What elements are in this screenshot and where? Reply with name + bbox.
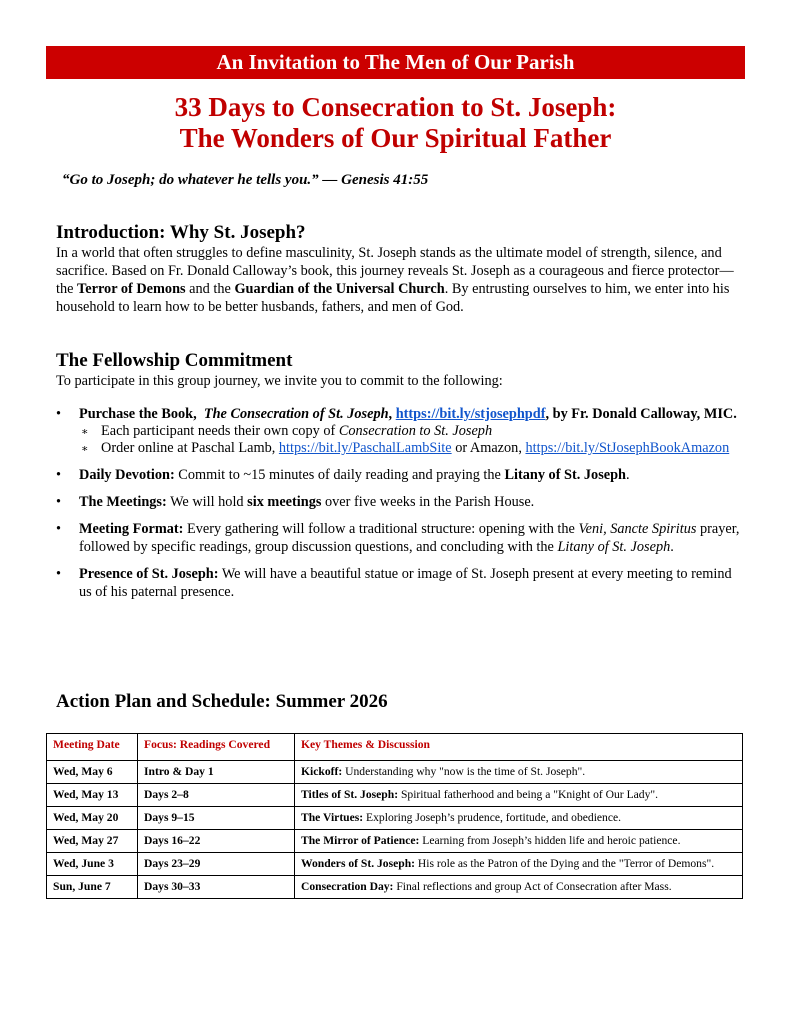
list-item-presence: • Presence of St. Joseph: We will have a beautiful statue or image of St. Joseph present at every meeting to remind us of his paternal presence. — [56, 566, 732, 600]
intro-paragraph: In a world that often struggles to define masculinity, St. Joseph stands as the ultimate model of strength, silence, and sacrifice. Based on Fr. Donald Calloway’s book, this journey reveals St. Joseph as a courageous and fierce protector—the Terror of Demons and the Guardian of the Universal Church. By entrusting ourselves to him, we enter into his household to learn how to be better husbands, fathers, and men of God. — [56, 245, 734, 315]
title-line-2: The Wonders of Our Spiritual Father — [179, 123, 612, 153]
bullet-icon: • — [56, 521, 62, 537]
table-row: Wed, May 13 Days 2–8 Titles of St. Joseph: Spiritual fatherhood and being a "Knight of Our Lady". — [47, 784, 743, 807]
list-item: ∗ Each participant needs their own copy of Consecration to St. Joseph — [81, 423, 493, 439]
list-item-meetings: • The Meetings: We will hold six meetings over five weeks in the Parish House. — [56, 494, 535, 510]
schedule-heading: Action Plan and Schedule: Summer 2026 — [56, 691, 388, 712]
table-row: Wed, May 6 Intro & Day 1 Kickoff: Understanding why "now is the time of St. Joseph". — [47, 761, 743, 784]
bullet-icon: • — [56, 406, 62, 422]
asterisk-icon: ∗ — [81, 426, 89, 438]
amazon-link[interactable]: https://bit.ly/StJosephBookAmazon — [525, 440, 730, 456]
table-row: Wed, May 20 Days 9–15 The Virtues: Exploring Joseph’s prudence, fortitude, and obedience. — [47, 807, 743, 830]
list-item: ∗ Order online at Paschal Lamb, https://bit.ly/PaschalLambSite or Amazon, https://bit.ly/StJosephBookAmazon — [81, 440, 730, 456]
list-item-format: • Meeting Format: Every gathering will follow a traditional structure: opening with the Veni, Sancte Spiritus prayer, followed by specific readings, group discussion questions, and concluding with the Litany of St. Joseph. — [56, 521, 740, 555]
fellowship-heading: The Fellowship Commitment — [56, 350, 293, 371]
book-pdf-link[interactable]: https://bit.ly/stjosephpdf — [395, 406, 546, 422]
scripture-quote: “Go to Joseph; do whatever he tells you.” — Genesis 41:55 — [62, 172, 429, 188]
paschal-lamb-link[interactable]: https://bit.ly/PaschalLambSite — [278, 440, 452, 456]
title-line-1: 33 Days to Consecration to St. Joseph: — [174, 92, 617, 122]
asterisk-icon: ∗ — [81, 443, 89, 455]
table-row: Sun, June 7 Days 30–33 Consecration Day: Final reflections and group Act of Consecration after Mass. — [47, 876, 743, 899]
intro-heading: Introduction: Why St. Joseph? — [56, 222, 306, 243]
fellowship-section — [56, 350, 736, 390]
bullet-icon: • — [56, 467, 62, 483]
book-sublist — [79, 423, 746, 457]
table-header-row — [47, 734, 743, 761]
bullet-icon: • — [56, 566, 62, 582]
fellowship-intro: To participate in this group journey, we invite you to commit to the following: — [56, 373, 503, 389]
header-themes: Key Themes & Discussion — [295, 734, 743, 761]
page-title — [46, 92, 745, 154]
list-item-book: • Purchase the Book, The Consecration of St. Joseph, https://bit.ly/stjosephpdf, by Fr. Donald Calloway, MIC. ∗ Each participant needs their own copy of Consecration to St. Joseph ∗ Order online at Paschal Lamb, https://bit.ly/PaschalLambSite or Amazon, https://bit.ly/StJosephBookAmazon — [56, 405, 746, 457]
list-item-devotion: • Daily Devotion: Commit to ~15 minutes of daily reading and praying the Litany of St. Joseph. — [56, 467, 630, 483]
commitment-list — [56, 405, 746, 610]
header-focus: Focus: Readings Covered — [138, 734, 295, 761]
banner: An Invitation to The Men of Our Parish — [46, 46, 745, 79]
intro-section — [56, 222, 736, 316]
schedule-table — [46, 733, 743, 899]
table-row: Wed, May 27 Days 16–22 The Mirror of Patience: Learning from Joseph’s hidden life and heroic patience. — [47, 830, 743, 853]
table-row: Wed, June 3 Days 23–29 Wonders of St. Joseph: His role as the Patron of the Dying and the "Terror of Demons". — [47, 853, 743, 876]
header-meeting-date: Meeting Date — [47, 734, 138, 761]
bullet-icon: • — [56, 494, 62, 510]
